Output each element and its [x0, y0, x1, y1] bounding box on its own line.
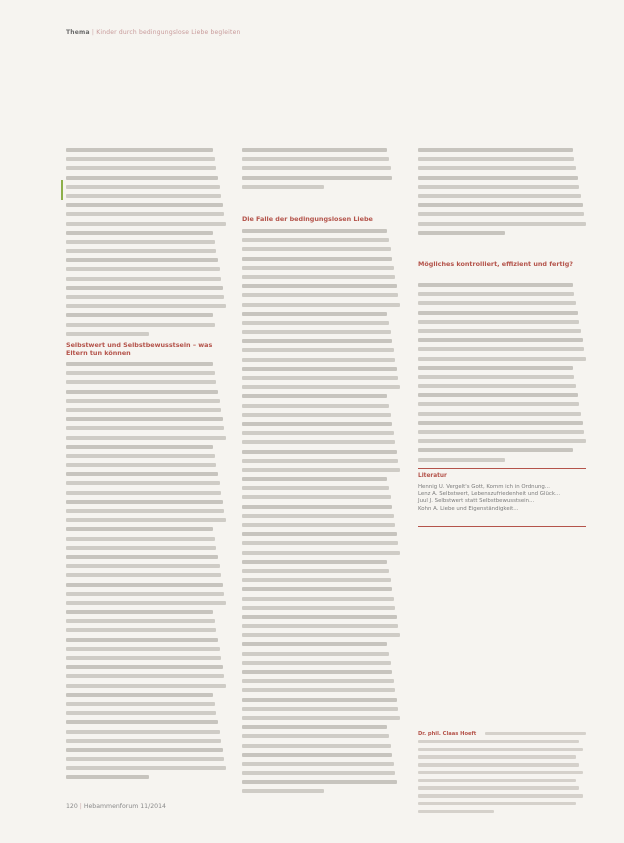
text-line [418, 148, 573, 152]
text-line [242, 587, 392, 591]
text-line [418, 366, 573, 370]
text-line [66, 748, 223, 752]
magazine-name: Hebammenforum [83, 803, 139, 810]
text-line [242, 624, 398, 628]
text-line [242, 293, 398, 297]
text-line [242, 385, 400, 389]
text-line [66, 628, 216, 632]
text-line [242, 321, 389, 325]
text-line [418, 301, 576, 305]
text-line [418, 166, 576, 170]
text-line [242, 615, 397, 619]
text-line [242, 247, 391, 251]
bio-line [418, 763, 579, 766]
text-line [66, 222, 226, 226]
text-line [242, 670, 392, 674]
text-line [66, 454, 215, 458]
header-subtitle: Kinder durch bedingungslose Liebe begleiten [96, 29, 241, 36]
text-line [66, 426, 224, 430]
text-line [242, 661, 391, 665]
text-line [66, 527, 213, 531]
text-line [242, 358, 395, 362]
literature-item: Hennig U. Vergelt's Gott, Komm ich in Ordnung... [418, 484, 550, 490]
text-line [242, 707, 398, 711]
text-line [66, 537, 215, 541]
text-line [418, 176, 578, 180]
text-line [66, 518, 226, 522]
text-line [66, 472, 218, 476]
text-line [242, 339, 392, 343]
text-line [418, 439, 586, 443]
text-line [66, 702, 215, 706]
text-line [418, 421, 583, 425]
text-line [66, 176, 218, 180]
text-line [242, 642, 387, 646]
text-line [418, 157, 574, 161]
text-line [66, 463, 216, 467]
text-line [418, 222, 586, 226]
text-line [242, 514, 394, 518]
text-line [242, 532, 397, 536]
text-line [242, 551, 400, 555]
text-line [242, 229, 387, 233]
text-line [242, 284, 397, 288]
text-line [66, 249, 216, 253]
text-line [242, 367, 397, 371]
text-line [242, 394, 387, 398]
text-line [418, 430, 584, 434]
bio-line [418, 802, 576, 805]
text-line [66, 231, 213, 235]
page-footer [66, 803, 166, 810]
text-line [66, 194, 221, 198]
text-line [66, 362, 213, 366]
col2-text-block-1 [242, 148, 400, 194]
text-line [242, 633, 400, 637]
col1-text-block-1 [66, 148, 226, 341]
bio-line [418, 771, 583, 774]
text-line [66, 380, 216, 384]
text-line [242, 606, 395, 610]
col3-text-block-1 [418, 148, 586, 240]
text-line [66, 500, 223, 504]
text-line [242, 486, 389, 490]
text-line [66, 739, 221, 743]
text-line [242, 422, 392, 426]
text-line [66, 157, 215, 161]
text-line [66, 730, 220, 734]
bio-line [418, 786, 579, 789]
text-line [418, 412, 581, 416]
text-line [66, 313, 213, 317]
text-line [418, 283, 573, 287]
text-line [66, 148, 213, 152]
bio-line [418, 810, 494, 813]
literature-item: Kohn A. Liebe und Eigenständigkeit... [418, 505, 519, 512]
text-line [66, 583, 223, 587]
text-line [418, 448, 573, 452]
bio-line [485, 732, 586, 735]
text-line [66, 647, 220, 651]
page-number: 120 [66, 803, 78, 810]
text-line [242, 771, 395, 775]
text-line [66, 203, 223, 207]
text-line [242, 330, 391, 334]
text-line [242, 376, 398, 380]
text-line [418, 292, 574, 296]
text-line [66, 332, 149, 336]
col1-text-block-2 [66, 362, 226, 785]
text-line [66, 601, 226, 605]
text-line [242, 312, 387, 316]
text-line [66, 445, 213, 449]
text-line [242, 569, 389, 573]
literature-heading: Literatur [418, 473, 447, 479]
col3-text-block-2 [418, 283, 586, 467]
text-line [418, 402, 579, 406]
text-line [242, 541, 398, 545]
text-line [66, 408, 221, 412]
text-line [418, 329, 581, 333]
text-line [66, 573, 221, 577]
text-line [242, 716, 400, 720]
text-line [418, 375, 574, 379]
text-line [242, 185, 324, 189]
text-line [418, 357, 586, 361]
text-line [66, 674, 224, 678]
text-line [242, 266, 394, 270]
text-line [418, 338, 583, 342]
text-line [66, 481, 220, 485]
literature-list [418, 484, 586, 513]
issue-number: 11/2014 [140, 803, 166, 810]
bio-line [418, 740, 579, 743]
text-line [66, 610, 213, 614]
bio-line [418, 748, 583, 751]
text-line [66, 185, 220, 189]
text-line [66, 286, 223, 290]
text-line [66, 304, 226, 308]
text-line [242, 413, 391, 417]
text-line [242, 404, 389, 408]
col1-heading: Selbstwert und Selbstbewusstsein – was Eltern tun können [66, 341, 213, 358]
text-line [242, 495, 391, 499]
text-line [242, 578, 391, 582]
author-name: Dr. phil. Claas Hoeft [418, 731, 477, 737]
text-line [242, 789, 324, 793]
margin-mark [61, 180, 63, 200]
text-line [242, 176, 392, 180]
literature-item: Lenz A. Selbstwert, Lebenszufriedenheit und Glück... [418, 491, 561, 498]
col2-heading: Die Falle der bedingungslosen Liebe [242, 215, 373, 223]
literature-rule-bottom [418, 526, 586, 527]
bio-line [418, 794, 583, 797]
text-line [66, 693, 213, 697]
text-line [66, 491, 221, 495]
text-line [242, 148, 387, 152]
text-line [242, 166, 391, 170]
text-line [66, 277, 221, 281]
text-line [418, 185, 579, 189]
text-line [242, 725, 387, 729]
text-line [242, 450, 397, 454]
text-line [242, 468, 400, 472]
text-line [242, 679, 394, 683]
text-line [66, 371, 215, 375]
text-line [66, 267, 220, 271]
text-line [418, 203, 583, 207]
text-line [242, 734, 389, 738]
text-line [418, 311, 578, 315]
text-line [242, 688, 395, 692]
text-line [66, 436, 226, 440]
text-line [66, 775, 149, 779]
bio-line [418, 755, 576, 758]
header-section: Thema [66, 29, 90, 36]
author-bio-text [418, 732, 586, 818]
text-line [242, 238, 389, 242]
text-line [66, 417, 223, 421]
text-line [66, 212, 224, 216]
text-line [66, 564, 220, 568]
literature-rule-top [418, 468, 586, 469]
text-line [66, 720, 218, 724]
text-line [66, 638, 218, 642]
text-line [242, 348, 394, 352]
text-line [66, 323, 215, 327]
text-line [418, 458, 505, 462]
text-line [66, 684, 226, 688]
text-line [66, 766, 226, 770]
text-line [242, 652, 389, 656]
text-line [66, 619, 215, 623]
text-line [242, 431, 394, 435]
text-line [242, 753, 392, 757]
literature-item: Juul J. Selbstwert statt Selbstbewusstsein... [418, 498, 535, 505]
text-line [66, 295, 224, 299]
text-line [242, 505, 392, 509]
text-line [242, 560, 387, 564]
text-line [66, 555, 218, 559]
text-line [418, 231, 505, 235]
text-line [242, 762, 394, 766]
text-line [66, 166, 216, 170]
text-line [66, 399, 220, 403]
text-line [242, 780, 397, 784]
text-line [242, 597, 394, 601]
text-line [66, 240, 215, 244]
text-line [66, 509, 224, 513]
text-line [242, 523, 395, 527]
text-line [242, 459, 398, 463]
text-line [66, 711, 216, 715]
text-line [66, 757, 224, 761]
text-line [242, 698, 397, 702]
text-line [418, 347, 584, 351]
text-line [66, 592, 224, 596]
text-line [418, 212, 584, 216]
text-line [66, 665, 223, 669]
text-line [242, 257, 392, 261]
running-header [66, 29, 241, 36]
bio-line [418, 779, 576, 782]
text-line [418, 393, 578, 397]
text-line [66, 656, 221, 660]
text-line [242, 303, 400, 307]
text-line [66, 390, 218, 394]
text-line [418, 320, 579, 324]
footer-separator: | [79, 803, 82, 810]
header-separator: | [91, 29, 95, 36]
text-line [418, 194, 581, 198]
text-line [242, 440, 395, 444]
text-line [242, 744, 391, 748]
text-line [242, 275, 395, 279]
text-line [418, 384, 576, 388]
text-line [242, 477, 387, 481]
text-line [66, 546, 216, 550]
col3-heading: Mögliches kontrolliert, effizient und fertig? [418, 260, 574, 268]
text-line [242, 157, 389, 161]
text-line [66, 258, 218, 262]
col2-text-block-2 [242, 229, 400, 799]
